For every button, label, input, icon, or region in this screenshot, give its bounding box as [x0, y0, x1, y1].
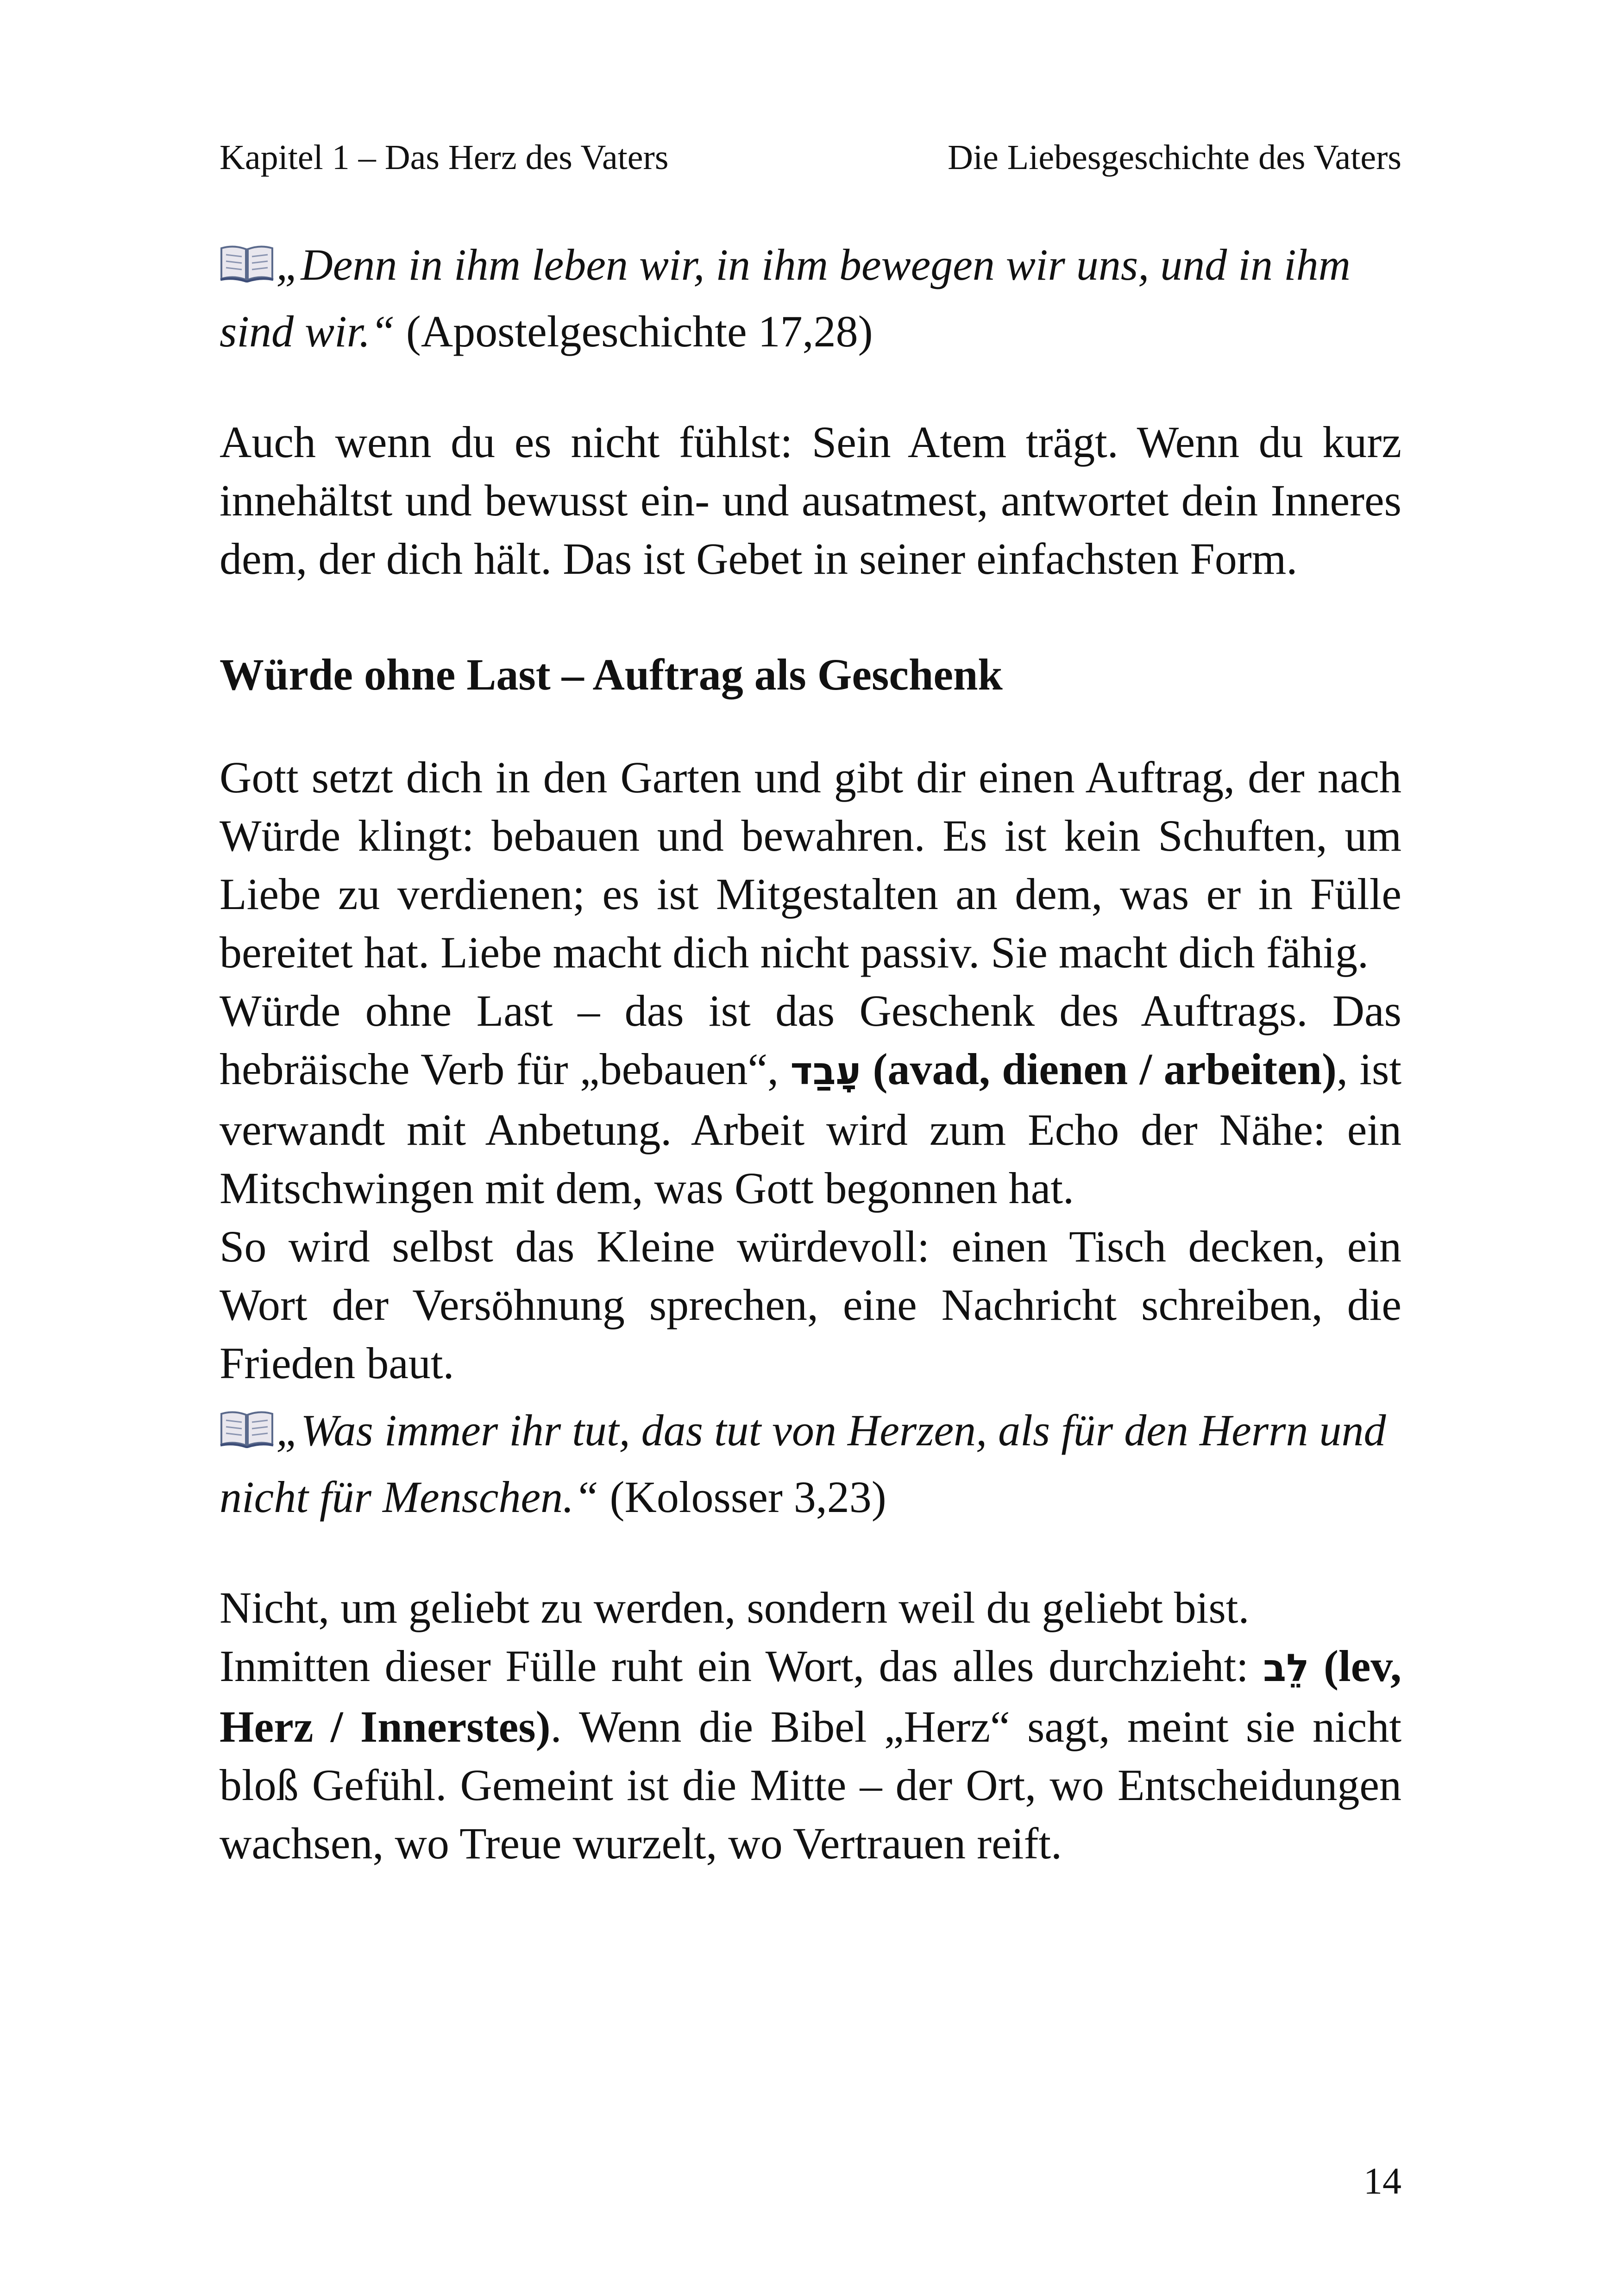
paragraph-avad-text-2: , ist verwandt mit Anbetung. Arbeit wird zum Echo der Nähe: ein Mitschwingen mit dem, was Gott begonnen hat.	[220, 1044, 1402, 1213]
page-number: 14	[1363, 2160, 1401, 2202]
paragraph-lev-text-2: . Wenn die Bibel „Herz“ sagt, meint sie nicht bloß Gefühl. Gemeint ist die Mitte – der Ort, wo Entscheidungen wachsen, wo Treue wurzelt, wo Vertrauen reift.	[220, 1702, 1402, 1868]
bible-verse-acts	[220, 232, 1401, 365]
paragraph-lev	[220, 1637, 1401, 1873]
bible-verse-colossians	[220, 1397, 1401, 1531]
paragraph-avad-text-1: Würde ohne Last – das ist das Geschenk des Auftrags. Das hebräische Verb für „bebauen“,	[220, 986, 1401, 1094]
chapter-title: Kapitel 1 – Das Herz des Vaters	[220, 138, 669, 177]
hebrew-gloss-lev: (lev, Herz / Innerstes)	[220, 1641, 1402, 1751]
paragraph-small-things: So wird selbst das Kleine würdevoll: einen Tisch decken, ein Wort der Versöhnung sprechen, eine Nachricht schreiben, die Frieden baut.	[220, 1222, 1401, 1388]
paragraph-beloved: Nicht, um geliebt zu werden, sondern weil du geliebt bist.	[220, 1583, 1250, 1632]
verse-reference: (Kolosser 3,23)	[598, 1472, 886, 1522]
paragraph-lev-text-1: Inmitten dieser Fülle ruht ein Wort, das alles durchzieht:	[220, 1641, 1263, 1691]
hebrew-word-avad: עָבַד	[790, 1049, 861, 1093]
paragraph-garden: Gott setzt dich in den Garten und gibt dir einen Auftrag, der nach Würde klingt: bebauen und bewahren. Es ist kein Schuften, um Liebe zu verdienen; es ist Mitgestalten an dem, was er in Fülle bereitet hat. Liebe macht dich nicht passiv. Sie macht dich fähig.	[220, 753, 1401, 977]
book-title: Die Liebesgeschichte des Vaters	[948, 138, 1401, 177]
hebrew-word-lev: לֵב	[1263, 1646, 1309, 1690]
hebrew-gloss-avad: (avad, dienen / arbeiten)	[861, 1044, 1337, 1094]
open-book-icon	[220, 1408, 274, 1448]
open-book-icon	[220, 243, 274, 282]
section-heading: Würde ohne Last – Auftrag als Geschenk	[220, 650, 1003, 699]
paragraph-avad	[220, 982, 1401, 1217]
verse-quote: „Denn in ihm leben wir, in ihm bewegen wir uns, und in ihm sind wir.“	[220, 240, 1351, 356]
page-body	[220, 232, 1401, 1873]
running-header	[220, 134, 1401, 181]
verse-reference: (Apostelgeschichte 17,28)	[395, 307, 873, 356]
paragraph-breath: Auch wenn du es nicht fühlst: Sein Atem trägt. Wenn du kurz innehältst und bewusst ein- und ausatmest, antwortet dein Inneres dem, der dich hält. Das ist Gebet in seiner einfachsten Form.	[220, 417, 1401, 583]
verse-quote: „Was immer ihr tut, das tut von Herzen, als für den Herrn und nicht für Menschen.“	[220, 1405, 1386, 1522]
